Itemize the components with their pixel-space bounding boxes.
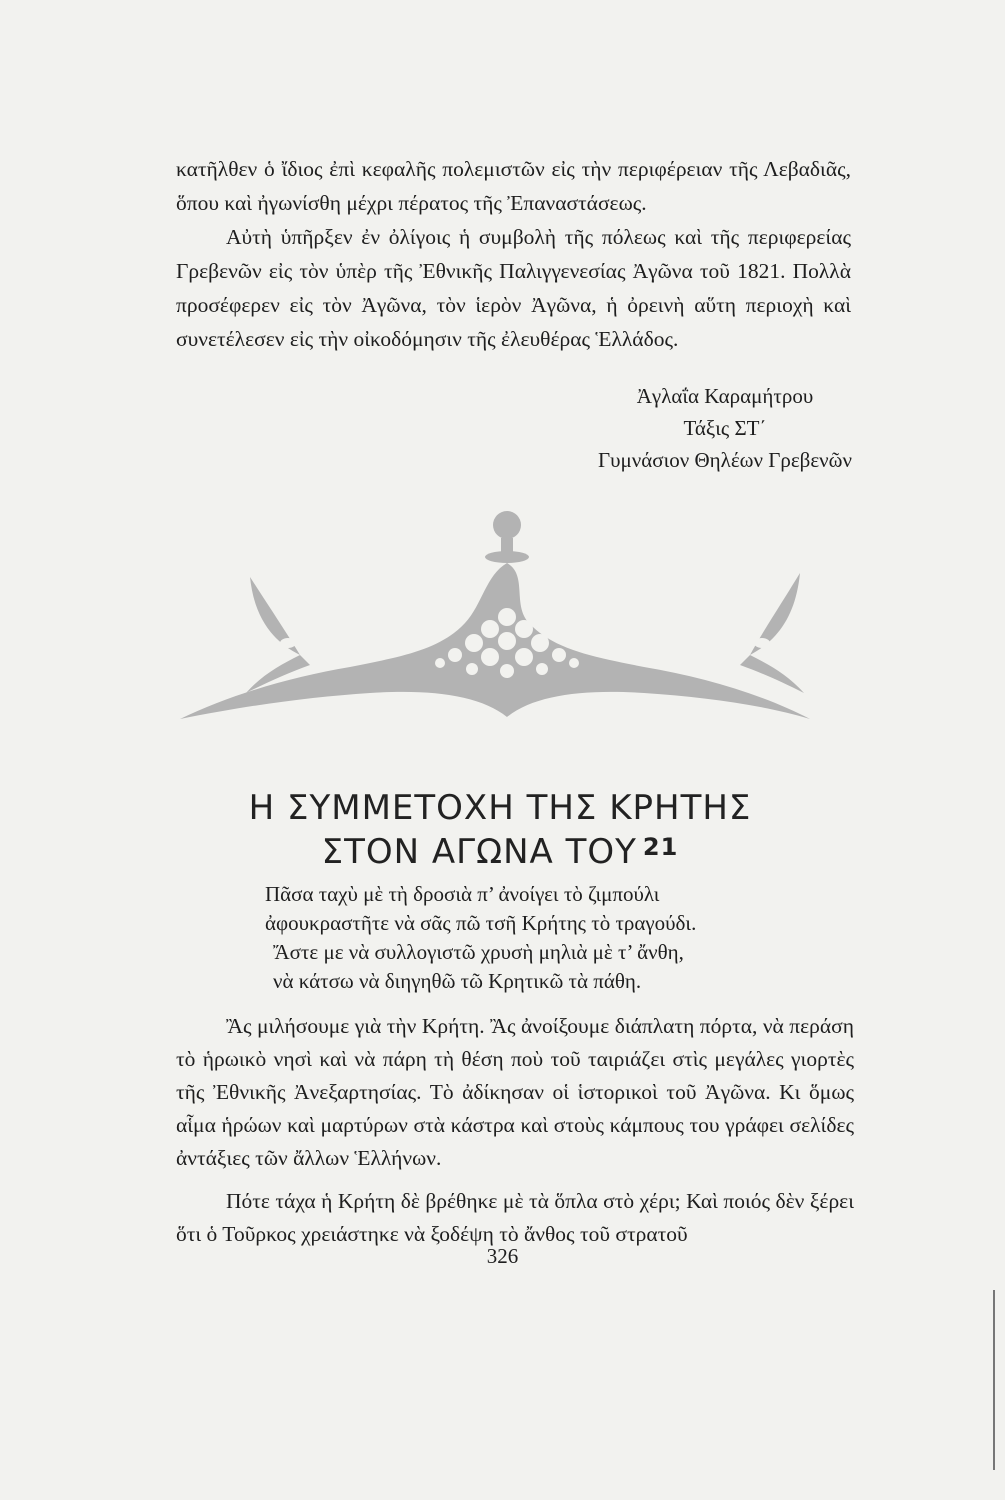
author-signature [560,380,890,476]
paragraph-conclusion: Αὐτὴ ὑπῆρξεν ἐν ὀλίγοις ἡ συμβολὴ τῆς πόλεως καὶ τῆς περιφερείας Γρεβενῶν εἰς τὸν ὑπὲρ τῆς Ἐθνικῆς Παλιγγενεσίας Ἀγῶνα τοῦ 1821. Πολλὰ προσέφερεν εἰς τὸν Ἀγῶνα, τὸν ἱερὸν Ἀγῶνα, ἡ ὀρεινὴ αὕτη περιοχὴ καὶ συνετέλεσεν εἰς τὴν οἰκοδόμησιν τῆς ἐλευθέρας Ἑλλάδος. [176,225,851,351]
ornament-right-eye [754,638,770,648]
ornament-dot [515,648,533,666]
body-paragraph: Πότε τάχα ἡ Κρήτη δὲ βρέθηκε μὲ τὰ ὅπλα στὸ χέρι; Καὶ ποιός δὲν ξέρει ὅτι ὁ Τοῦρκος χρειάστηκε νὰ ξοδέψη τὸ ἄνθος τοῦ στρατοῦ [176,1189,854,1246]
paragraph-continuation: κατῆλθεν ὁ ἴδιος ἐπὶ κεφαλῆς πολεμιστῶν εἰς τὴν περιφέρειαν τῆς Λεβαδιᾶς, ὅπου καὶ ἠγωνίσθη μέχρι πέρατος τῆς Ἐπαναστάσεως. [176,157,851,215]
ornament-finial-ball [493,511,521,539]
poem-line: Πᾶσα ταχὺ μὲ τὴ δροσιὰ π’ ἀνοίγει τὸ ζιμπούλι [265,882,660,906]
ornament-dot [552,648,566,662]
article-title-number: 21 [642,833,679,861]
article-title-text: ΣΤΟΝ ΑΓΩΝΑ ΤΟΥ [321,832,637,872]
ornament-dot [481,620,499,638]
poem-line: Ἄστε με νὰ συλλογιστῶ χρυσὴ μηλιὰ μὲ τ’ ἄνθη, [273,940,684,964]
ornament-dot [498,632,516,650]
author-name: Ἀγλαΐα Καραμήτρου [636,384,814,408]
ornament-right-curl [740,655,804,693]
ornament-dot [466,663,478,675]
page-edge-line [993,1290,995,1470]
author-class: Τάξις ΣΤ΄ [683,416,767,440]
article-title-line-2 [180,832,820,872]
ornament-dot [531,634,549,652]
ornament-dot [500,664,514,678]
ornament-dot [435,658,445,668]
ornament-dot [515,620,533,638]
page-number: 326 [486,1244,519,1268]
poem-line: ἀφουκραστῆτε νὰ σᾶς πῶ τσῆ Κρήτης τὸ τραγούδι. [265,911,697,935]
ornament-crown-body [180,563,810,719]
body-paragraph: Ἂς μιλήσουμε γιὰ τὴν Κρήτη. Ἂς ἀνοίξουμε διάπλατη πόρτα, νὰ περάση τὸ ἡρωικὸ νησὶ καὶ νὰ πάρη τὴ θέση ποὺ τοῦ ταιριάζει στὶς μεγάλες γιορτὲς τῆς Ἐθνικῆς Ἀνεξαρτησίας. Τὸ ἀδίκησαν οἱ ἱστορικοὶ τοῦ Ἀγῶνα. Κι ὅμως αἷμα ἡρώων καὶ μαρτύρων στὰ κάστρα καὶ στοὺς κάμπους του γράφει σελίδες ἀντάξιες τῶν ἄλλων Ἑλλήνων. [176,1014,854,1170]
ornament-dot [465,634,483,652]
article-body [176,1010,854,1251]
ornament-dot [481,648,499,666]
ornament-dot [536,663,548,675]
ornament-dot [448,648,462,662]
ornament-finial-collar [485,551,529,563]
ornament-dot [498,608,516,626]
ornament-left-eye [280,638,296,648]
top-text-block [176,152,851,356]
ornament-dot [569,658,579,668]
decorative-ornament [170,505,820,735]
ornament-finial-neck [501,538,513,552]
author-school: Γυμνάσιον Θηλέων Γρεβενῶν [598,448,852,472]
poem-stanza [265,880,696,996]
poem-line: νὰ κάτσω νὰ διηγηθῶ τῶ Κρητικῶ τὰ πάθη. [273,969,642,993]
article-title-line-1: Η ΣΥΜΜΕΤΟΧΗ ΤΗΣ ΚΡΗΤΗΣ [248,788,752,828]
